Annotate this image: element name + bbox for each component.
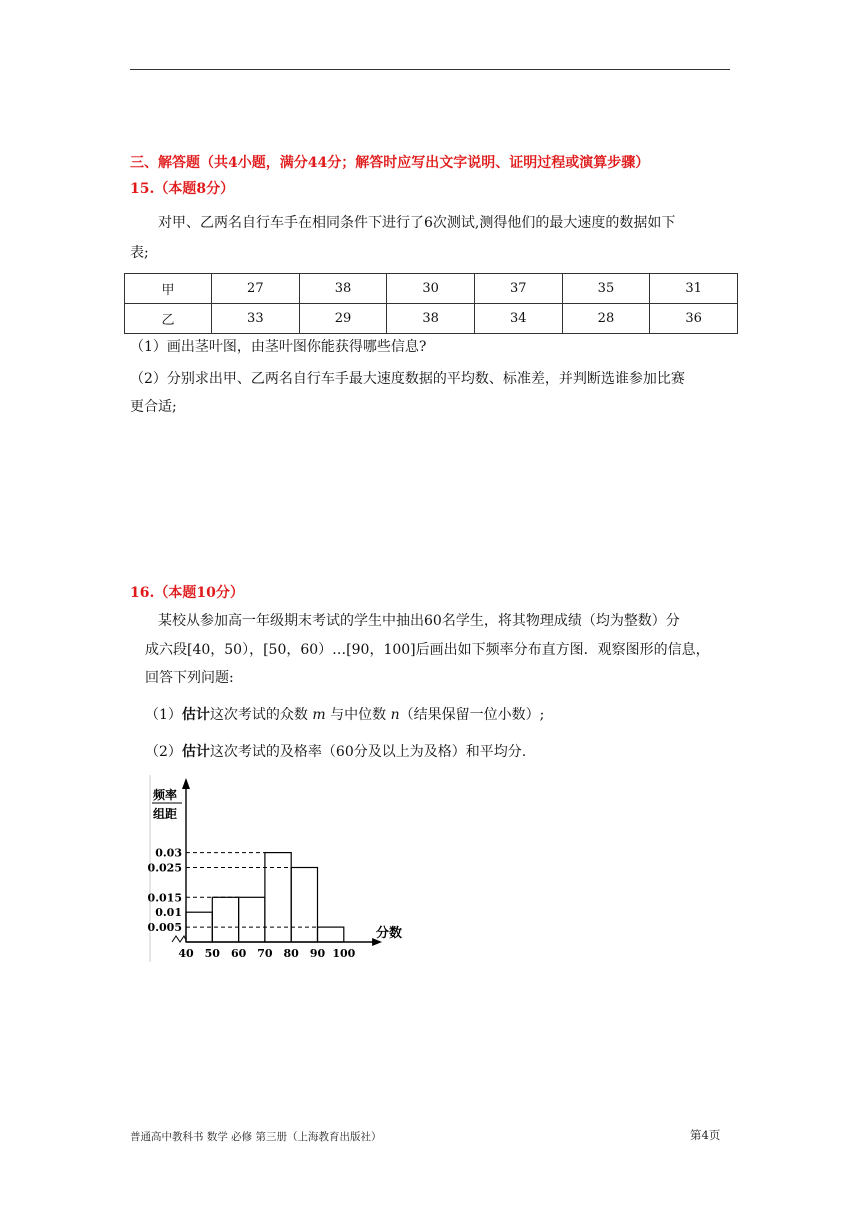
table-cell: 36	[650, 304, 738, 334]
table-cell: 38	[299, 274, 387, 304]
q16-part1-text-a: 这次考试的众数	[209, 707, 308, 723]
q16-part1-prefix: （1）	[145, 707, 182, 723]
q16-intro-line1: 某校从参加高一年级期末考试的学生中抽出60名学生，将其物理成绩（均为整数）分	[158, 613, 680, 629]
table-cell-row-header: 甲	[125, 274, 212, 304]
y-label-bottom: 组距	[153, 807, 178, 821]
y-tick-label: 0.01	[155, 906, 182, 920]
speed-table	[124, 273, 738, 334]
x-axis-label: 分数	[376, 926, 403, 941]
y-tick-label: 0.015	[148, 891, 182, 905]
y-tick-label: 0.025	[148, 861, 182, 875]
table-row	[125, 274, 738, 304]
header-rule	[130, 69, 730, 70]
x-tick-label: 90	[309, 947, 326, 960]
q16-part1-text-b: 与中位数	[330, 707, 387, 723]
q16-part1	[145, 704, 544, 726]
q16-label: 16.（本题10分）	[130, 585, 244, 601]
y-tick-label: 0.005	[148, 921, 182, 935]
x-tick-label: 80	[283, 947, 299, 960]
q16-part2	[145, 741, 526, 763]
histogram-bar	[318, 927, 344, 942]
table-cell: 37	[474, 274, 562, 304]
table-cell: 33	[212, 304, 300, 334]
x-tick-label: 70	[257, 947, 273, 960]
table-cell: 27	[212, 274, 300, 304]
table-cell-row-header: 乙	[125, 304, 212, 334]
q15-part1: （1）画出茎叶图，由茎叶图你能获得哪些信息?	[130, 339, 427, 355]
x-tick-label: 100	[332, 947, 356, 960]
x-tick-label: 60	[230, 947, 247, 960]
y-tick-label: 0.03	[155, 846, 182, 860]
y-axis-arrow	[182, 778, 190, 789]
frequency-histogram	[148, 775, 420, 965]
q15-intro-line1: 对甲、乙两名自行车手在相同条件下进行了6次测试,测得他们的最大速度的数据如下	[158, 215, 676, 231]
table-cell: 31	[650, 274, 738, 304]
q16-var-n: n	[390, 707, 400, 723]
q16-part2-bold: 估计	[181, 744, 210, 760]
footer-page-number: 第4页	[690, 1128, 721, 1142]
footer-book-info: 普通高中教科书 数学 必修 第三册（上海教育出版社）	[130, 1131, 382, 1143]
table-cell: 28	[562, 304, 650, 334]
table-cell: 38	[387, 304, 475, 334]
x-tick-label: 50	[204, 947, 220, 960]
histogram-bar	[291, 868, 317, 943]
histogram-bar	[239, 897, 265, 942]
table-cell: 30	[387, 274, 475, 304]
table-cell: 34	[474, 304, 562, 334]
table-cell: 35	[562, 274, 650, 304]
q15-part2-line1: （2）分别求出甲、乙两名自行车手最大速度数据的平均数、标准差，并判断选谁参加比赛	[130, 371, 685, 387]
y-label-top: 频率	[153, 788, 178, 802]
section-heading: 三、解答题（共4小题，满分44分；解答时应写出文字说明、证明过程或演算步骤）	[130, 155, 650, 171]
q15-part2-line2: 更合适;	[130, 399, 177, 415]
q16-intro-line3: 回答下列问题:	[145, 670, 234, 686]
x-tick-label: 40	[178, 947, 194, 960]
histogram-bar	[212, 897, 238, 942]
q16-var-m: m	[312, 707, 326, 723]
table-row	[125, 304, 738, 334]
q15-label: 15.（本题8分）	[130, 181, 235, 197]
q16-part2-text: 这次考试的及格率（60分及以上为及格）和平均分.	[209, 744, 527, 760]
q16-part1-text-c: （结果保留一位小数）;	[399, 707, 545, 723]
q15-intro-line2: 表;	[130, 245, 149, 261]
table-cell: 29	[299, 304, 387, 334]
axis-break-mark	[172, 936, 186, 942]
q16-part1-bold: 估计	[181, 707, 210, 723]
histogram-bar	[265, 853, 291, 942]
q16-part2-prefix: （2）	[145, 744, 182, 760]
q16-intro-line2: 成六段[40，50），[50，60）…[90，100]后画出如下频率分布直方图．观察图形的信息，	[145, 642, 710, 658]
